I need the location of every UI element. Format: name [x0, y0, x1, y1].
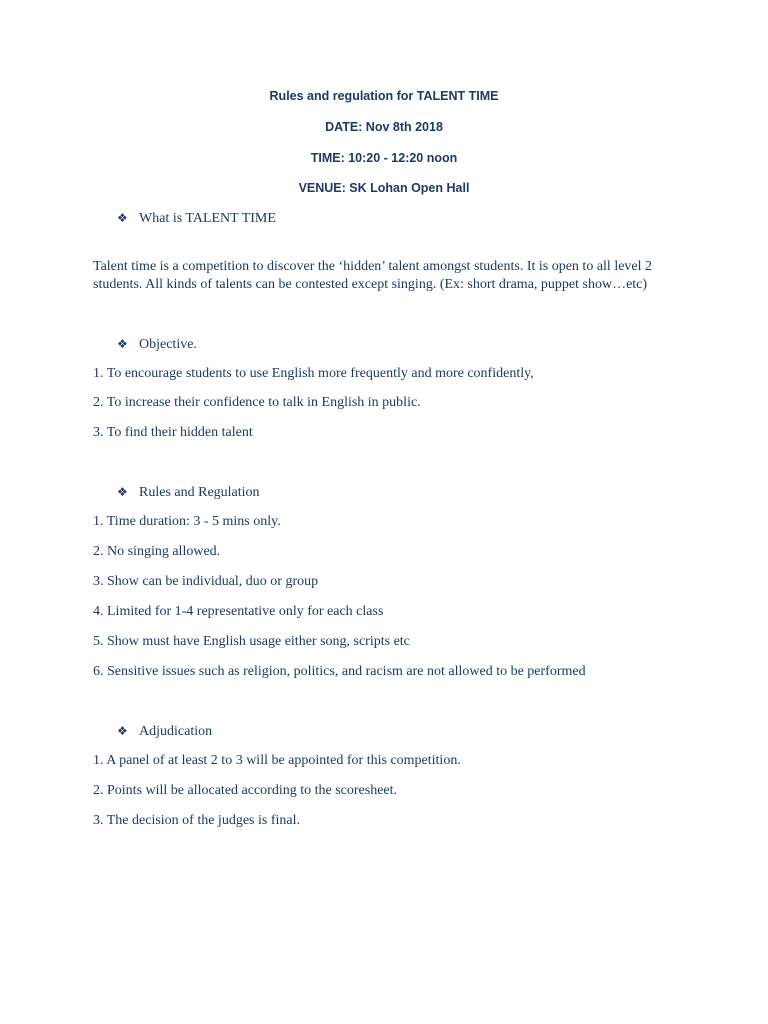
section-heading-what-is [117, 209, 276, 228]
section-heading-objective [117, 335, 197, 354]
description-line-1: Talent time is a competition to discover the ‘hidden’ talent amongst students. It is open to all level 2 [93, 259, 653, 274]
section-heading-rules [117, 483, 260, 502]
rule-item: 3. Show can be individual, duo or group [93, 574, 319, 589]
diamond-bullet-icon: ❖ [117, 337, 128, 351]
diamond-bullet-icon: ❖ [117, 724, 128, 738]
adjudication-item: 1. A panel of at least 2 to 3 will be appointed for this competition. [93, 753, 461, 768]
adjudication-item: 3. The decision of the judges is final. [93, 813, 300, 828]
rule-item: 6. Sensitive issues such as religion, politics, and racism are not allowed to be performed [93, 664, 586, 679]
event-date: DATE: Nov 8th 2018 [325, 120, 443, 134]
section-heading-label: Objective. [139, 337, 197, 352]
diamond-bullet-icon: ❖ [117, 211, 128, 225]
objective-item: 2. To increase their confidence to talk in English in public. [93, 395, 421, 410]
section-heading-label: Rules and Regulation [139, 485, 260, 500]
rule-item: 2. No singing allowed. [93, 544, 221, 559]
diamond-bullet-icon: ❖ [117, 485, 128, 499]
description-line-2: students. All kinds of talents can be contested except singing. (Ex: short drama, puppet show…etc) [93, 277, 648, 292]
rule-item: 4. Limited for 1-4 representative only for each class [93, 604, 384, 619]
rule-item: 1. Time duration: 3 - 5 mins only. [93, 514, 281, 529]
event-venue: VENUE: SK Lohan Open Hall [298, 181, 470, 195]
objective-item: 3. To find their hidden talent [93, 425, 253, 440]
section-heading-label: What is TALENT TIME [139, 211, 276, 226]
adjudication-item: 2. Points will be allocated according to the scoresheet. [93, 783, 398, 798]
section-heading-adjudication [117, 722, 212, 741]
objective-item: 1. To encourage students to use English more frequently and more confidently, [93, 366, 534, 381]
section-heading-label: Adjudication [139, 724, 213, 739]
event-time: TIME: 10:20 - 12:20 noon [310, 151, 458, 165]
rule-item: 5. Show must have English usage either song, scripts etc [93, 634, 410, 649]
document-title: Rules and regulation for TALENT TIME [269, 89, 499, 103]
